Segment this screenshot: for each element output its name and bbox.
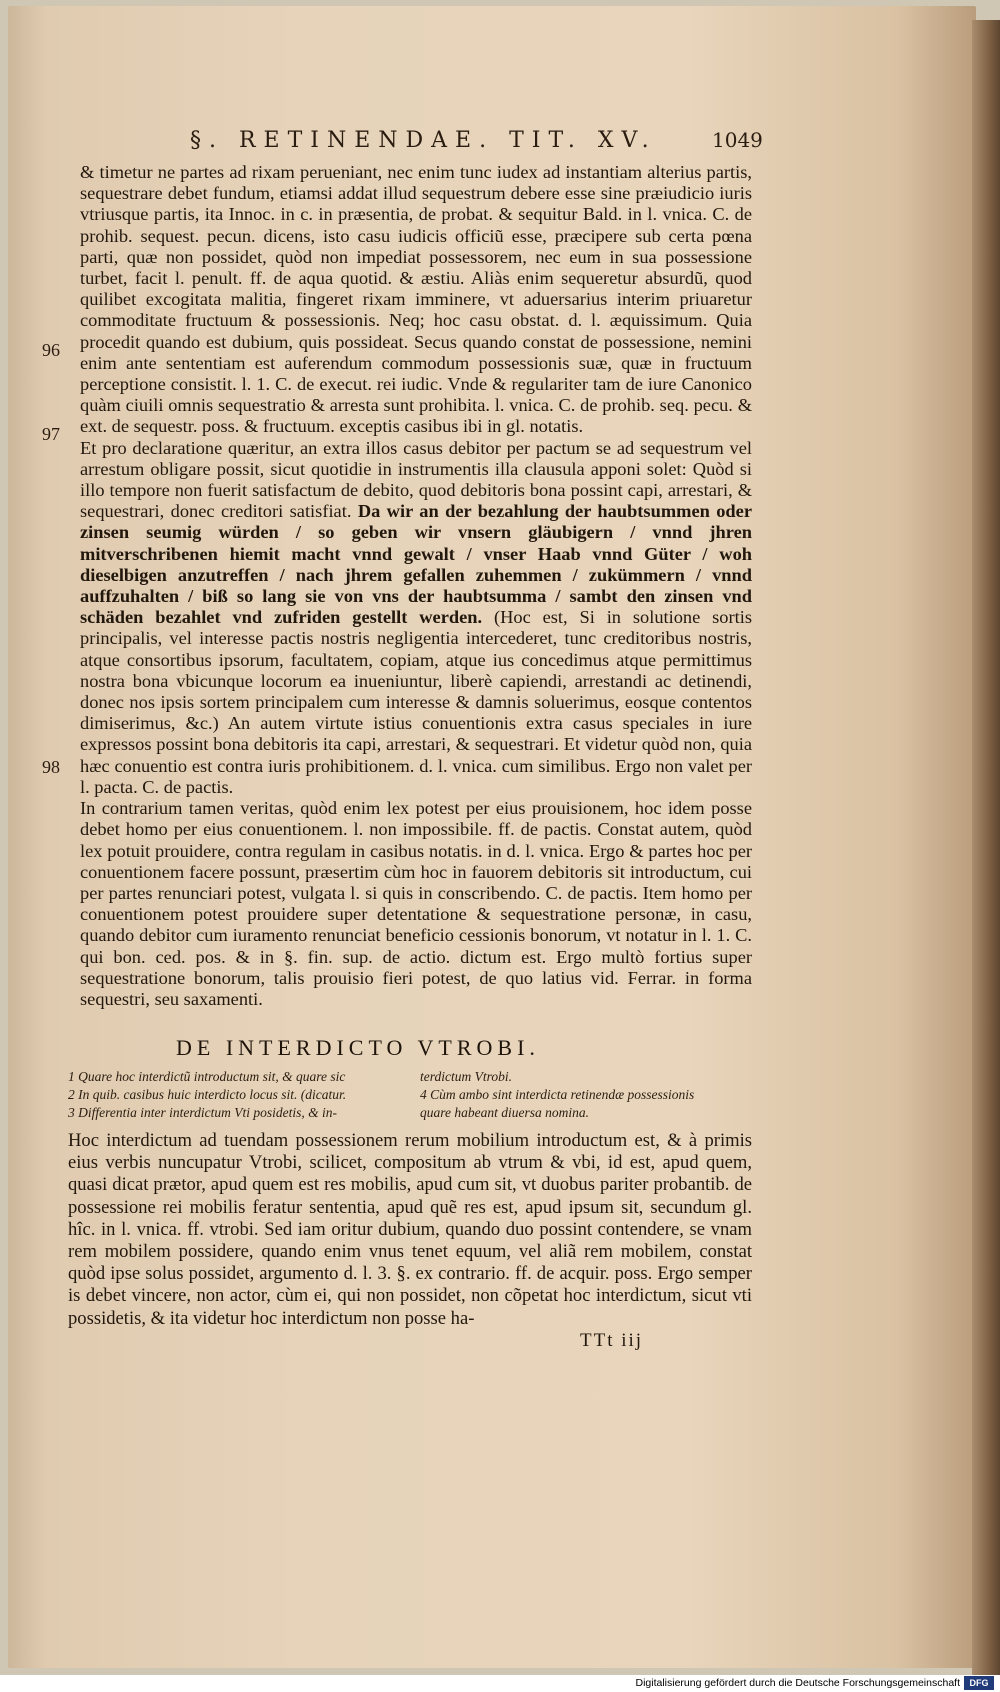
summary-item: 4 Cùm ambo sint interdicta retinendæ possessionis [420,1087,695,1102]
margin-number-96: 96 [42,340,60,360]
summary-left-column [68,1068,408,1122]
footer-credit: Digitalisierung gefördert durch die Deutsche Forschungsgemeinschaft [635,1677,960,1689]
book-fore-edge [972,20,1000,1675]
summary-item: 2 In quib. casibus huic interdicto locus sit. (dicatur. [68,1087,347,1102]
summary-right-column [420,1068,760,1122]
summary-item: terdictum Vtrobi. [420,1069,512,1084]
paragraph-question-cont: (Hoc est, Si in solutione sortis principalis, vel interesse pactis nostris negligentia intercederet, tunc creditoribus nostris, atque consortibus ipsorum, facultatem, copiam, atque ius concedimus atque permittimus nostra bona vbicunque locorum ea inueniuntur, liberè capiendi, arrestandi ac detinendi, donec nos ipsis sortem principalem cum interesse & damnis soluerimus, eosque contentos dimiserimus, &c.) An autem virtute istius conuentionis extra casus speciales in iure expressos possint bona debitoris ita capi, arrestari, & sequestrari. Et videtur quòd non, quia hæc conuentio est contra iuris prohibitionem. d. l. vnica. cum similibus. Ergo non valet per l. pacta. C. de pactis. [80,607,753,797]
running-title: §. RETINENDAE. TIT. XV. [190,128,657,153]
signature-mark: TTt iij [580,1330,644,1351]
folio-number: 1049 [712,128,763,152]
paragraph-question-latin: Et pro declaratione quæritur, an extra illos casus debitor per pactum se ad sequestrum vel arrestum obligare possit, sicut quotidie in instrumentis illa clausula apponi solet: Quòd si illo tempore non fuerit satisfactum de debito, quod debitoris bona possint capi, arrestari, & sequestrari, donec creditori satisfiat. [80,437,752,522]
paragraph-question [80,438,752,798]
paragraph-german-clause: Da wir an der bezahlung der haubtsummen oder zinsen seumig würden / so geben wir vnsern gläubigern / vnnd jhren mitverschribenen hiemit macht vnnd gewalt / vnser Haab vnnd Güter / woh dieselbigen anzutreffen / nach jhrem gefallen zuhemmen / zukümmern / vnnd auffzuhalten / biß so lang sie von vns der haubtsumma / sambt den zinsen vnd schäden bezahlet vnd zufriden gestellt werden. [80,501,752,628]
summary-item: 1 Quare hoc interdictũ introductum sit, & quare sic [68,1069,346,1084]
section-title: DE INTERDICTO VTROBI. [176,1035,540,1060]
summary-item: 3 Differentia inter interdictum Vti posidetis, & in- [68,1105,337,1120]
main-body-text [80,162,752,1010]
dfg-logo-icon: DFG [964,1676,994,1690]
margin-number-98: 98 [42,757,60,777]
paragraph-sequestration: & timetur ne partes ad rixam perueniant, nec enim tunc iudex ad instantiam alterius partis, sequestrare debet fundum, etiamsi addat illud sequestrum debere esse sine præiudicio iuris vtriusque partis, ita Innoc. in c. in præsentia, de probat. & sequitur Bald. in l. vnica. C. de prohib. sequest. pecun. dicens, isto casu iudicis officiũ esse, præcipere sub certa pœna parti, quæ non possidet, quòd non impediat possessorem, nec eum in sua possessione turbet, facit l. penult. ff. de aqua quotid. & æstiu. Aliàs enim sequeretur absurdũ, quod quilibet excogitata malitia, fingeret rixam imminere, vt aduersarius interim priuaretur commoditate fructuum & possessionis. Neq; hoc casu obstat. d. l. æquissimum. Quia procedit quando est dubium, quis possideat. Secus quando constat de possessione, nemini enim ante sententiam est auferendum commodum possessionis suæ, quæ in fructuum perceptione consistit. l. 1. C. de execut. rei iudic. Vnde & regulariter tam de iure Canonico quàm ciuili omnis sequestratio & arresta sunt prohibita. l. vnica. C. de prohib. seq. pecu. & ext. de sequestr. poss. & fructuum. exceptis casibus ibi in gl. notatis. [80,162,752,437]
section-body-text: Hoc interdictum ad tuendam possessionem rerum mobilium introductum est, & à primis eius verbis nuncupatur Vtrobi, scilicet, compositum ab vtrum & vbi, id est, apud quem, quasi dicat prætor, apud quem est res mobilis, apud cum sit, vt duobus pariter probantib. de possessione rei mobilis feratur sententia, apud quẽ res est, apud ipsum sit, secundum gl. hîc. in l. vnica. ff. vtrobi. Sed iam oritur dubium, quando duo possint contendere, se vnam rem mobilem possidere, quando enim vnus tenet equum, vel aliã rem mobilem, constat quòd ipse solus possidet, argumento d. l. 3. §. ex contrario. ff. de acquir. poss. Ergo semper is debet vincere, non actor, cùm ei, qui non possidet, non cõpetat hoc interdictum, sicut vti possidetis, & ita videtur hoc interdictum non posse ha- [68,1130,752,1329]
margin-number-97: 97 [42,424,60,444]
paragraph-contrarium: In contrarium tamen veritas, quòd enim lex potest per eius prouisionem, hoc idem posse debet homo per eius conuentionem. l. non impossibile. ff. de pactis. Constat autem, quòd lex potuit prouidere, contra regulam in casibus notatis. in d. l. vnica. Ergo & partes hoc per conuentionem facere possunt, præsertim cùm hoc in fauorem debitoris sit introductum, cui per partes renunciari potest, vulgata l. si quis in conscribendo. C. de pactis. Item homo per conuentionem potest prouidere super detentatione & sequestratione personæ, in casu, quando debitor cum iuramento renunciat beneficio cessionis bonorum, vt notatur in l. 1. C. qui bon. ced. pos. & in §. fin. sup. de actio. dictum est. Ergo multò fortius super sequestratione bonorum, talis prouisio fieri potest, de quo latius vid. Ferrar. in forma sequestri, seu saxamenti. [80,798,752,1009]
summary-item: quare habeant diuersa nomina. [420,1105,589,1120]
